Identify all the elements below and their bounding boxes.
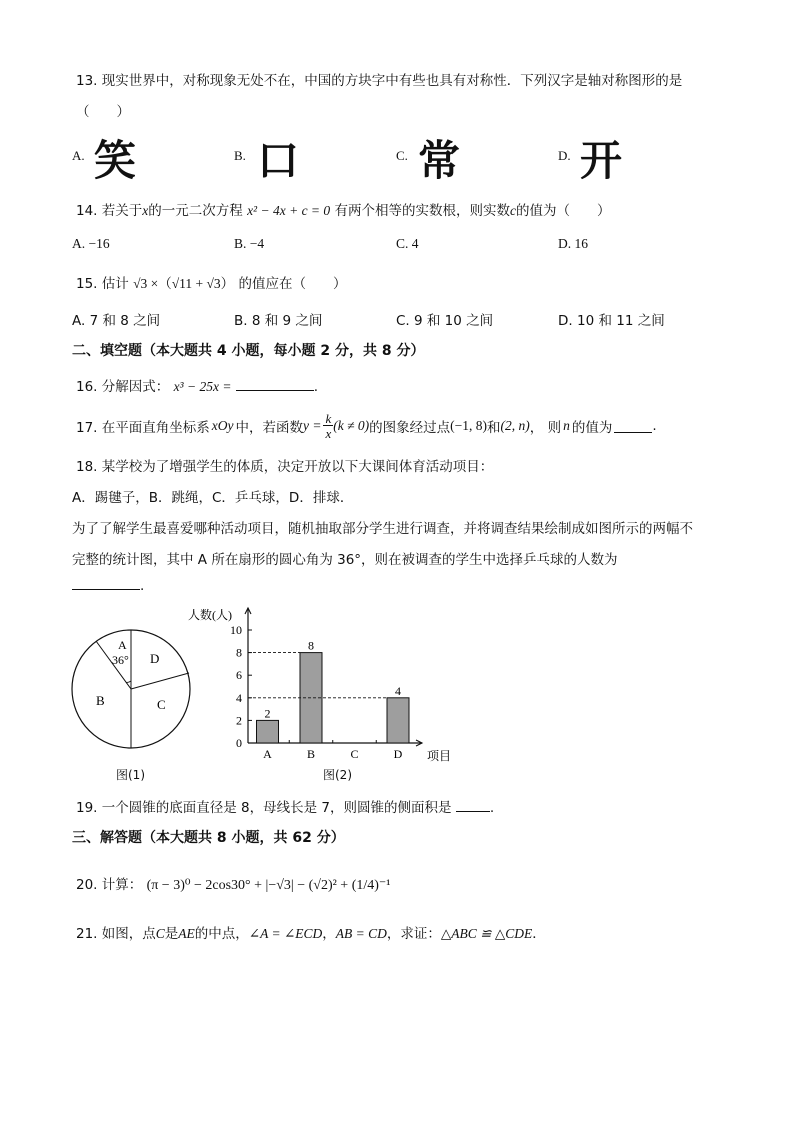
q13-paren: （ ） [76, 104, 130, 120]
q14-equation: x² − 4x + c = 0 [247, 203, 331, 218]
bar-D [387, 698, 409, 743]
bar-x-tick-label: A [263, 747, 272, 761]
pie-radius-d-c [131, 673, 189, 689]
q16-answer-blank[interactable] [236, 378, 314, 391]
bar-y-tick-label: 6 [236, 668, 242, 683]
q15-option-d[interactable]: D. 10 和 11 之间 [558, 313, 665, 329]
bar-data-label: 4 [395, 683, 401, 698]
bar-y-tick-label: 2 [236, 713, 242, 728]
bar-A [257, 720, 279, 743]
q17-answer-blank[interactable] [614, 420, 652, 433]
q13-option-a-letter[interactable]: A. [72, 148, 85, 163]
q20-stem: 20. 计算： (π − 3)⁰ − 2cos30° + |−√3| − (√2)² + (1/4)⁻¹ [76, 877, 391, 893]
q14-option-a[interactable]: A. −16 [72, 236, 110, 251]
bar-y-tick-label: 8 [236, 645, 242, 660]
q13-option-c-char: 常 [418, 136, 461, 185]
q15-expression: √3 ×（√11 + √3） [133, 276, 235, 291]
q15-stem: 15. 估计 √3 ×（√11 + √3） 的值应在（ ） [76, 276, 347, 292]
pie-label-a: A [118, 638, 127, 652]
q13-option-d-letter[interactable]: D. [558, 148, 571, 163]
pie-label-c: C [157, 697, 166, 712]
q18-line-2: A．踢毽子，B．跳绳，C．乒乓球，D．排球． [72, 490, 354, 506]
q20-expression: (π − 3)⁰ − 2cos30° + |−√3| − (√2)² + (1/4)⁻¹ [146, 878, 391, 893]
bar-data-label: 2 [264, 706, 271, 721]
bar-x-tick-label: B [306, 747, 316, 761]
pie-chart [66, 628, 198, 752]
bar-data-label: 8 [308, 638, 314, 653]
q14-option-d[interactable]: D. 16 [558, 236, 588, 251]
pie-label-b: B [96, 693, 105, 708]
q19-answer-blank[interactable] [456, 799, 490, 812]
q15-option-a[interactable]: A. 7 和 8 之间 [72, 313, 161, 329]
q13-option-a-char: 笑 [94, 136, 137, 185]
q18-answer-line: . [72, 577, 144, 594]
q18-line-1: 18. 某学校为了增强学生的体质，决定开放以下大课间体育活动项目： [76, 459, 494, 475]
q13-text: 13. 现实世界中，对称现象无处不在，中国的方块字中有些也具有对称性．下列汉字是轴对称图形的是 [76, 73, 683, 89]
section-2-heading: 二、填空题（本大题共 4 小题，每小题 2 分，共 8 分） [72, 343, 425, 359]
q18-answer-blank[interactable] [72, 577, 140, 590]
q14-option-b[interactable]: B. −4 [234, 236, 265, 251]
bar-x-tick-label: D [393, 747, 403, 761]
q13-option-d-char: 开 [580, 136, 623, 185]
bar-x-axis-label: 项目 [427, 749, 452, 763]
q18-line-3: 为了了解学生最喜爱哪种活动项目，随机抽取部分学生进行调查，并将调查结果绘制成如图所示的两幅不 [72, 521, 693, 537]
bar-y-tick-label: 4 [236, 690, 242, 705]
bar-caption: 图(2) [323, 768, 352, 782]
bar-y-tick-label: 10 [230, 623, 242, 637]
pie-caption: 图(1) [116, 768, 145, 782]
q21-stem: 21. 如图，点C是AE的中点，∠A = ∠ECD，AB = CD，求证：△ABC ≌ △CDE． [76, 926, 546, 942]
bar-y-axis-label: 人数(人) [188, 608, 232, 622]
q17-fraction: $\frac{k}{x}$ [325, 411, 332, 441]
q14-stem: 14. 若关于x的一元二次方程 x² − 4x + c = 0 有两个相等的实数根，则实数c的值为（ ） [76, 203, 611, 219]
pie-label-d: D [150, 651, 160, 666]
q15-option-c[interactable]: C. 9 和 10 之间 [396, 313, 494, 329]
bar-y-tick-label: 0 [236, 736, 242, 750]
q13-option-c-letter[interactable]: C. [396, 148, 408, 163]
q13-option-b-char: 口 [257, 136, 300, 185]
q14-option-c[interactable]: C. 4 [396, 236, 419, 251]
section-3-heading: 三、解答题（本大题共 8 小题，共 62 分） [72, 830, 345, 846]
bar-chart [186, 600, 466, 765]
bar-x-tick-label: C [350, 747, 359, 761]
q13-option-b-letter[interactable]: B. [234, 148, 246, 163]
q15-option-b[interactable]: B. 8 和 9 之间 [234, 313, 323, 329]
pie-label-angle: 36° [112, 653, 129, 667]
q19-stem: 19. 一个圆锥的底面直径是 8，母线长是 7，则圆锥的侧面积是 . [76, 800, 495, 816]
q16-expression: x³ − 25x = [173, 379, 232, 394]
q17-stem: 17. 在平面直角坐标系 xOy 中，若函数 y = $\frac{k}{x}$ (k ≠ 0) 的图象经过点 (−1, 8) 和 (2, n) ， 则 n 的值为 . [76, 411, 657, 441]
pie-angle-arc [126, 681, 131, 683]
q16-stem: 16. 分解因式： x³ − 25x = . [76, 379, 319, 395]
q18-line-4: 完整的统计图，其中 A 所在扇形的圆心角为 36°，则在被调查的学生中选择乒乓球的人数为 [72, 552, 618, 568]
